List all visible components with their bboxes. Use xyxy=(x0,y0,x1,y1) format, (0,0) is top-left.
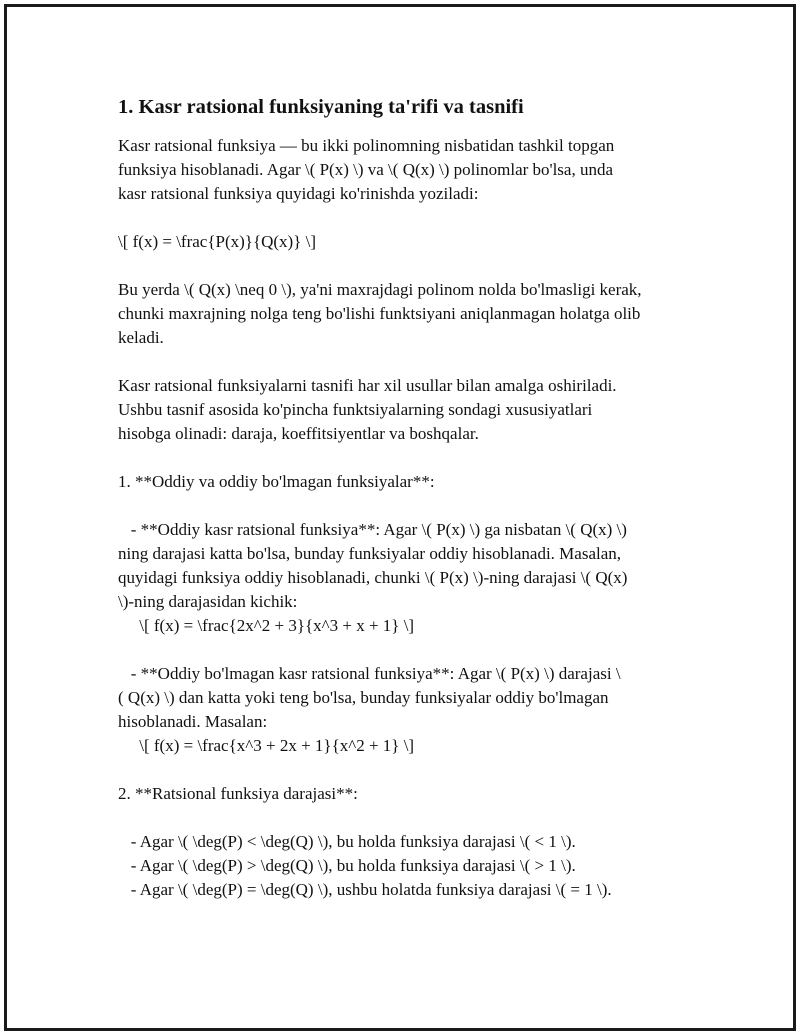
text-line: quyidagi funksiya oddiy hisoblanadi, chunki \( P(x) \)-ning darajasi \( Q(x) xyxy=(118,568,628,587)
text-line: - **Oddiy kasr ratsional funksiya**: Agar \( P(x) \) ga nisbatan \( Q(x) \) xyxy=(118,520,627,539)
text-line: kasr ratsional funksiya quyidagi ko'rinishda yoziladi: xyxy=(118,184,479,203)
text-line: - **Oddiy bo'lmagan kasr ratsional funksiya**: Agar \( P(x) \) darajasi \ xyxy=(118,664,621,683)
text-line: - Agar \( \deg(P) > \deg(Q) \), bu holda funksiya darajasi \( > 1 \). xyxy=(118,856,576,875)
text-line: hisobga olinadi: daraja, koeffitsiyentlar va boshqalar. xyxy=(118,424,479,443)
document-body xyxy=(118,94,698,902)
blank-line xyxy=(118,806,698,830)
text-line: 1. **Oddiy va oddiy bo'lmagan funksiyalar**: xyxy=(118,472,435,491)
blank-line xyxy=(118,758,698,782)
text-line: \[ f(x) = \frac{P(x)}{Q(x)} \] xyxy=(118,232,316,251)
blank-line xyxy=(118,446,698,470)
blank-line xyxy=(118,254,698,278)
blank-line xyxy=(118,206,698,230)
text-block xyxy=(118,134,698,902)
text-line: \)-ning darajasidan kichik: xyxy=(118,592,298,611)
text-line: \[ f(x) = \frac{x^3 + 2x + 1}{x^2 + 1} \] xyxy=(118,736,415,755)
text-line: ( Q(x) \) dan katta yoki teng bo'lsa, bunday funksiyalar oddiy bo'lmagan xyxy=(118,688,609,707)
blank-line xyxy=(118,494,698,518)
text-line: \[ f(x) = \frac{2x^2 + 3}{x^3 + x + 1} \] xyxy=(118,616,415,635)
text-line: 2. **Ratsional funksiya darajasi**: xyxy=(118,784,358,803)
text-line: Ushbu tasnif asosida ko'pincha funktsiyalarning sondagi xususiyatlari xyxy=(118,400,593,419)
text-line: Bu yerda \( Q(x) \neq 0 \), ya'ni maxrajdagi polinom nolda bo'lmasligi kerak, xyxy=(118,280,642,299)
text-line: hisoblanadi. Masalan: xyxy=(118,712,268,731)
text-line: Kasr ratsional funksiyalarni tasnifi har xil usullar bilan amalga oshiriladi. xyxy=(118,376,617,395)
text-line: - Agar \( \deg(P) < \deg(Q) \), bu holda funksiya darajasi \( < 1 \). xyxy=(118,832,576,851)
text-line: chunki maxrajning nolga teng bo'lishi funktsiyani aniqlanmagan holatga olib xyxy=(118,304,641,323)
text-line: ning darajasi katta bo'lsa, bunday funksiyalar oddiy hisoblanadi. Masalan, xyxy=(118,544,622,563)
text-line: funksiya hisoblanadi. Agar \( P(x) \) va \( Q(x) \) polinomlar bo'lsa, unda xyxy=(118,160,614,179)
text-line: - Agar \( \deg(P) = \deg(Q) \), ushbu holatda funksiya darajasi \( = 1 \). xyxy=(118,880,612,899)
text-line: keladi. xyxy=(118,328,164,347)
blank-line xyxy=(118,350,698,374)
section-heading: 1. Kasr ratsional funksiyaning ta'rifi va tasnifi xyxy=(118,96,524,118)
blank-line xyxy=(118,638,698,662)
text-line: Kasr ratsional funksiya — bu ikki polinomning nisbatidan tashkil topgan xyxy=(118,136,615,155)
